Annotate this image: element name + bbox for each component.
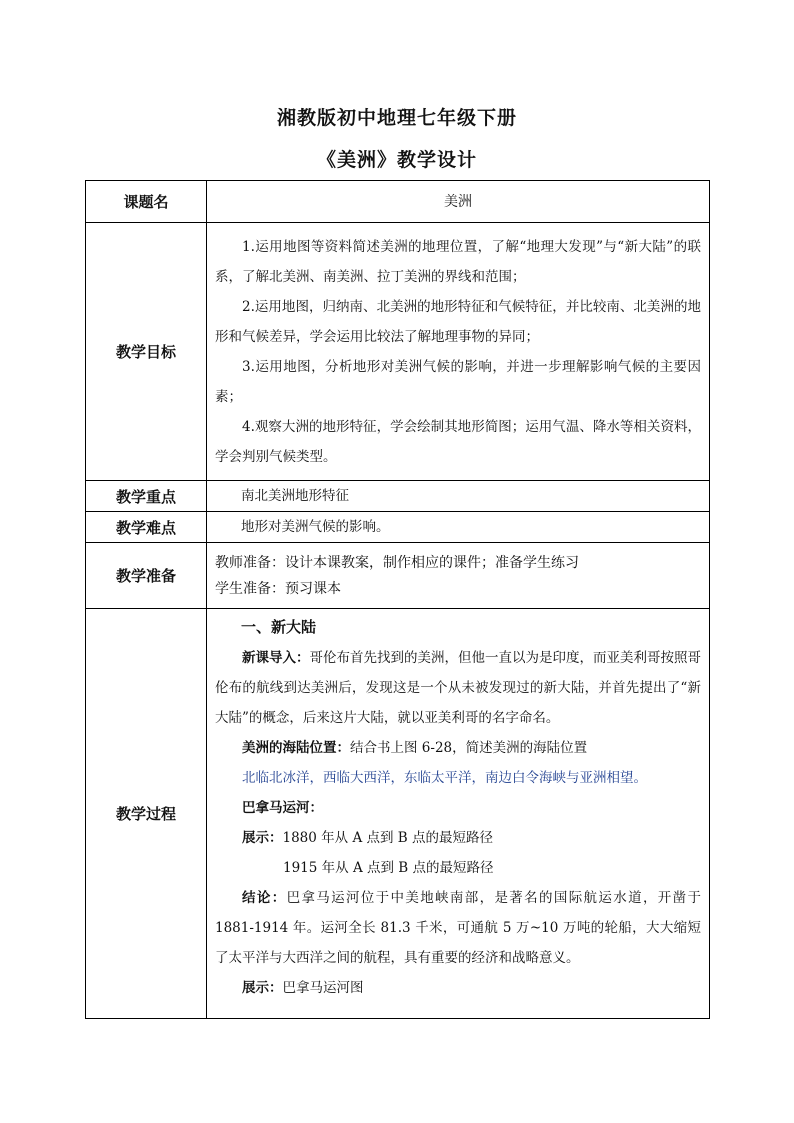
position-answer: 北临北冰洋，西临大西洋，东临太平洋，南边白令海峡与亚洲相望。	[242, 770, 647, 786]
conclusion-label: 结论：	[242, 890, 287, 906]
show-label: 展示：	[242, 830, 283, 846]
show-line2: 1915 年从 A 点到 B 点的最短路径	[283, 860, 494, 876]
prep-cell	[207, 543, 710, 609]
show-paragraph	[207, 823, 709, 853]
show-line1: 1880 年从 A 点到 B 点的最短路径	[282, 830, 493, 846]
table-row-difficulty	[86, 512, 710, 543]
conclusion-text: 巴拿马运河位于中美地峡南部，是著名的国际航运水道，开凿于 1881-1914 年。运河全长 81.3 千米，可通航 5 万~10 万吨的轮船，大大缩短了太平洋与大西洋之间的航程，具有重要的经济和战略意义。	[215, 890, 702, 966]
goals-cell	[207, 223, 710, 481]
table-row-topic	[86, 181, 710, 223]
table-row-process	[86, 609, 710, 1019]
document-title: 湘教版初中地理七年级下册	[276, 107, 517, 129]
key-value: 南北美洲地形特征	[241, 488, 349, 504]
prep-label: 教学准备	[86, 543, 207, 609]
conclusion-paragraph	[207, 883, 709, 973]
goal-item: 2.运用地图，归纳南、北美洲的地形特征和气候特征，并比较南、北美洲的地形和气候差异，学会运用比较法了解地理事物的异同；	[215, 298, 701, 345]
position-text: 结合书上图 6-28，简述美洲的海陆位置	[350, 740, 588, 756]
process-cell	[207, 609, 710, 1019]
intro-text: 哥伦布首先找到的美洲，但他一直以为是印度，而亚美利哥按照哥伦布的航线到达美洲后，发现这是一个从未被发现过的新大陆，并首先提出了“新大陆”的概念，后来这片大陆，就以亚美利哥的名字命名。	[215, 650, 701, 726]
intro-label: 新课导入：	[242, 650, 310, 666]
position-paragraph	[207, 733, 709, 763]
show2-label: 展示：	[242, 980, 283, 996]
panama-title: 巴拿马运河：	[242, 800, 323, 816]
difficulty-cell	[207, 512, 710, 543]
key-label: 教学重点	[86, 481, 207, 512]
process-label: 教学过程	[86, 609, 207, 1019]
goal-item: 3.运用地图，分析地形对美洲气候的影响，并进一步理解影响气候的主要因素；	[215, 358, 701, 405]
position-label: 美洲的海陆位置：	[242, 740, 350, 756]
lesson-plan-table	[85, 180, 710, 1019]
show2-text: 巴拿马运河图	[282, 980, 364, 996]
topic-value: 美洲	[207, 181, 710, 223]
key-cell	[207, 481, 710, 512]
show2-paragraph	[207, 973, 709, 1003]
difficulty-value: 地形对美洲气候的影响。	[241, 519, 390, 535]
goal-item: 4.观察大洲的地形特征，学会绘制其地形简图；运用气温、降水等相关资料，学会判别气候类型。	[215, 418, 701, 465]
difficulty-label: 教学难点	[86, 512, 207, 543]
table-row-goals	[86, 223, 710, 481]
table-row-prep	[86, 543, 710, 609]
topic-label: 课题名	[86, 181, 207, 223]
prep-teacher: 教师准备：设计本课教案，制作相应的课件；准备学生练习	[215, 554, 579, 571]
goal-item: 1.运用地图等资料简述美洲的地理位置，了解“地理大发现”与“新大陆”的联系，了解北美洲、南美洲、拉丁美洲的界线和范围；	[215, 238, 701, 285]
table-row-key	[86, 481, 710, 512]
section-title: 一、新大陆	[241, 618, 317, 636]
goals-label: 教学目标	[86, 223, 207, 481]
document-subtitle: 《美洲》教学设计	[316, 149, 477, 171]
prep-student: 学生准备：预习课本	[215, 580, 341, 597]
intro-paragraph	[207, 643, 709, 733]
